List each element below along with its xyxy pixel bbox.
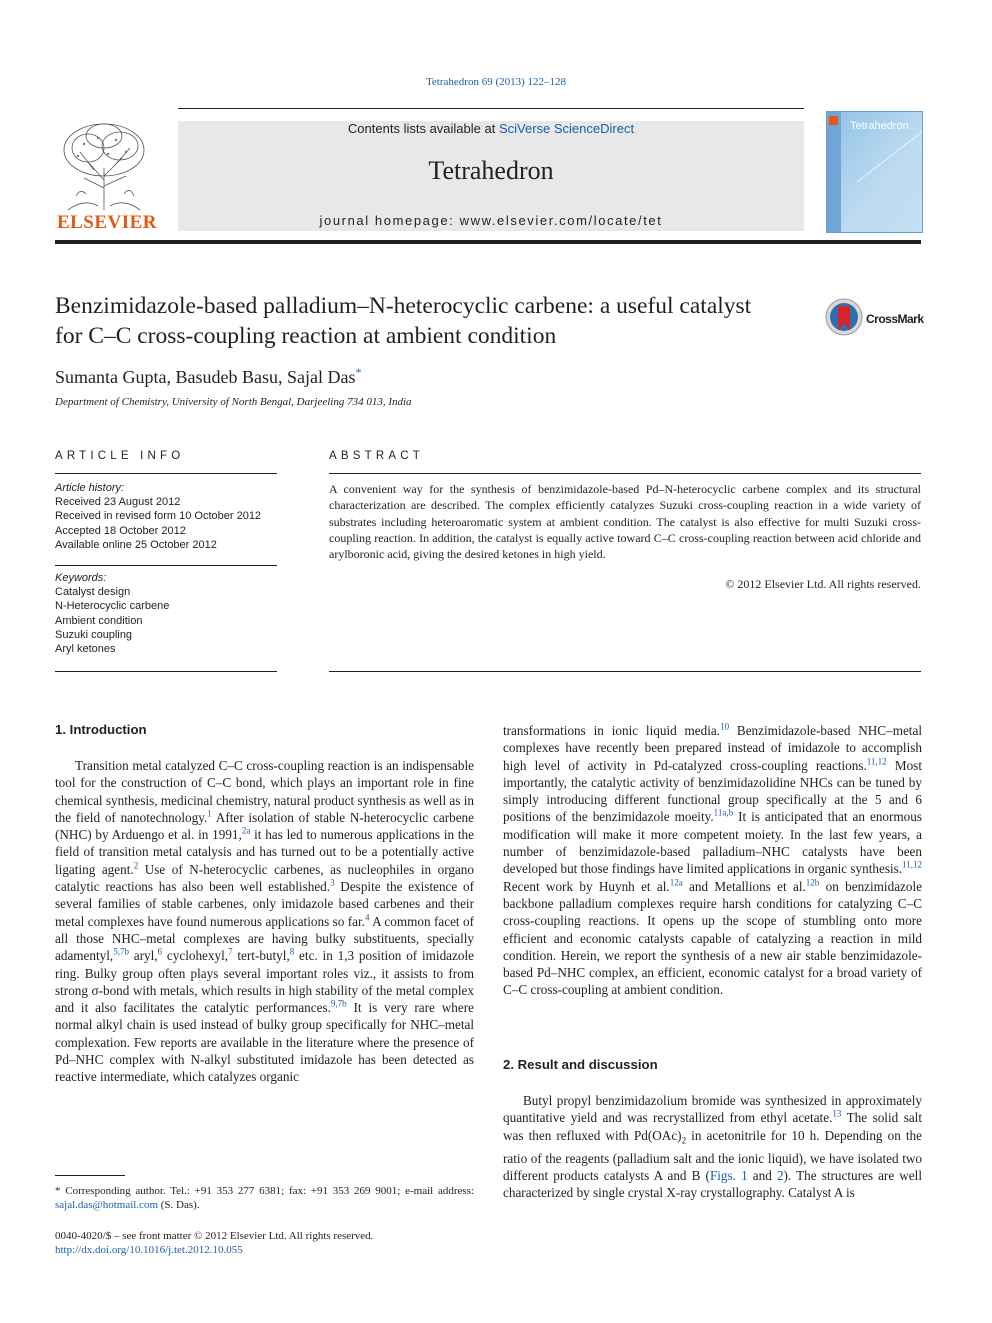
text-run: The solid salt was then refluxed with Pd(OAc) [503,1110,923,1143]
reference-link[interactable]: 9,7b [330,998,347,1009]
author-names: Sumanta Gupta, Basudeb Basu, Sajal Das [55,367,356,387]
elsevier-tree-icon [54,118,154,214]
subscript: 2 [681,1135,687,1146]
reference-link[interactable]: 2a [241,825,251,836]
cover-title: Tetrahedron [850,120,909,132]
reference-link[interactable]: 2 [133,860,139,871]
header-thick-rule [55,240,921,244]
info-rule-top [55,473,277,474]
reference-link[interactable]: 3 [330,877,335,888]
corresponding-author-mark[interactable]: * [355,365,362,379]
footnote-text: * Corresponding author. Tel.: +91 353 277 6381; fax: +91 353 269 9001; e-mail address: [55,1185,474,1197]
keyword: Catalyst design [55,586,131,599]
text-run: cyclohexyl, [162,948,229,964]
history-item: Received 23 August 2012 [55,496,181,509]
keyword: Suzuki coupling [55,628,133,641]
history-item: Accepted 18 October 2012 [55,524,186,537]
reference-link[interactable]: 11,12 [902,859,922,870]
text-run: Recent work by Huynh et al. [503,878,670,894]
reference-link[interactable]: 12a [669,877,683,888]
history-label: Article history: [55,482,125,494]
text-run: and [747,1167,777,1183]
results-paragraph-1 [503,1092,922,1201]
text-run: Benzimidazole-based NHC–metal complexes have recently been prepared instead of imidazole to accomplish high level of activity in Pd-catalyzed cross-coupling reactions. [503,723,922,773]
text-run: Most importantly, the catalytic activity of benzimidazolidine NHCs can be tuned by simply introducing different functional group specifically at the 5 and 6 positions of the benzimidazole moeity. [503,757,922,825]
article-history [55,481,277,552]
affiliation: Department of Chemistry, University of North Bengal, Darjeeling 734 013, India [55,396,412,408]
text-run: tert-butyl, [232,948,290,964]
abstract-rule-top [329,473,921,474]
article-info-heading: ARTICLE INFO [55,450,185,462]
text-run: ). The structures are well characterized by single crystal X-ray crystallography. Catalyst A is [503,1167,922,1201]
text-run: A common facet of all those NHC–metal complexes are having bulky substituents, specially adamentyl, [55,913,474,964]
reference-link[interactable]: 10 [720,721,730,732]
reference-link[interactable]: 11,12 [866,756,887,767]
footnote-rule [55,1175,125,1176]
crossmark-label[interactable]: CrossMark [866,312,924,326]
info-rule-mid [55,565,277,566]
corresponding-author-footnote [55,1184,474,1212]
bottom-metadata [55,1229,373,1258]
history-item: Received in revised form 10 October 2012 [55,510,262,523]
reference-link[interactable]: 11a,b [713,808,734,819]
intro-paragraph-2 [503,722,922,999]
section-heading-introduction: 1. Introduction [55,722,147,737]
reference-link[interactable]: 4 [364,912,370,923]
elsevier-wordmark: ELSEVIER [56,212,158,233]
reference-link[interactable]: 12b [805,877,820,888]
keywords [55,571,277,656]
abstract-heading: ABSTRACT [329,450,424,462]
keyword: Aryl ketones [55,643,116,656]
journal-homepage[interactable]: journal homepage: www.elsevier.com/locate/tet [319,213,663,228]
keyword: N-Heterocyclic carbene [55,600,170,613]
sciencedirect-link[interactable]: SciVerse ScienceDirect [498,121,635,136]
contents-line [178,121,804,136]
reference-link[interactable]: 8 [289,946,295,957]
figure-link[interactable]: 2 [776,1167,784,1183]
journal-citation[interactable]: Tetrahedron 69 (2013) 122–128 [425,76,567,88]
article-title: Benzimidazole-based palladium–N-heterocyclic carbene: a useful catalyst for C–C cross-coupling reaction at ambient condition [55,293,752,349]
text-run: After isolation of stable N-heterocyclic carbene (NHC) by Arduengo et al. in 1991, [55,809,475,843]
text-run: Use of N-heterocyclic carbenes, as nucleophiles in organo catalytic reactions has also been well established. [55,861,474,895]
keywords-label: Keywords: [55,572,107,584]
text-run: aryl, [128,948,158,964]
text-run: transformations in ionic liquid media. [503,723,721,738]
issn-line: 0040-4020/$ – see front matter © 2012 Elsevier Ltd. All rights reserved. [55,1230,374,1242]
text-run: etc. in 1,3 position of imidazole ring. Bulky group often plays several important roles viz., it assists to from strong σ-bond with metals, which results in high stability of the metal complex and it also facilitates the catalytic performances. [55,948,474,1016]
footnote-tail: (S. Das). [158,1199,200,1211]
text-run: Despite the existence of several families of stable carbenes, only imidazole based carbenes and their metal complexes have found numerous applications so far. [55,879,474,929]
text-run: Butyl propyl benzimidazolium bromide was synthesized in approximately quantitative yield and was recrystallized from ethyl acetate. [503,1093,922,1126]
abstract-text: A convenient way for the synthesis of benzimidazole-based Pd–N-heterocyclic carbene complex and its structural characterization are described. The complex efficiently catalyzes Suzuki cross-coupling reaction in a wide variety of substrates including heteroaromatic system at ambient condition. The catalyst is also effective for multi Suzuki cross-coupling reaction. In addition, the catalyst is equally active toward C–C cross-coupling reaction between acid chloride and arylboronic acid, giving the desired ketones in high yield. [329,482,921,562]
reference-link[interactable]: 13 [832,1108,842,1119]
reference-link[interactable]: 1 [207,808,212,819]
text-run: and Metallions et al. [682,878,806,894]
header-rule [178,108,804,109]
reference-link[interactable]: 6 [157,946,163,957]
history-item: Available online 25 October 2012 [55,538,217,551]
crossmark-icon[interactable] [825,298,863,336]
journal-title: Tetrahedron [428,156,554,185]
contents-prefix: Contents lists available at [347,121,499,136]
abstract-rule-bottom [329,671,921,672]
text-run: on benzimidazole backbone palladium complexes require harsh conditions for catalyzing C–C cross-coupling reactions. It opens up the scope of stumbling onto more efficient and economic catalysts capable of catalyzing a reaction in mild condition. Herein, we report the synthesis of a new air stable benzimidazole-based Pd–NHC complex, an efficient, economic catalyst for a broad variety of C–C cross-coupling at ambient condition. [503,878,923,998]
text-run: it has led to numerous applications in the field of transition metal catalysis and has turned out to be a potentially active ligating agent. [55,827,474,877]
text-run: It is very rare where normal alkyl chain is used instead of bulky group specifically for NHC–metal complexation. Few reports are available in the literature where the presence of Pd–NHC complex with N-alkyl substituted imidazole has been detected as reactive intermediate, which catalyzes organic [55,1000,474,1085]
text-run: in acetonitrile for 10 h. Depending on the ratio of the reagents (palladium salt and the ionic liquid), we have isolated two different products catalysts A and B ( [503,1127,922,1183]
reference-link[interactable]: 5,7b [113,946,129,957]
section-heading-results: 2. Result and discussion [503,1057,658,1072]
intro-paragraph-1 [55,757,474,1086]
text-run: It is anticipated that an enormous modification will make it more competent moiety. In the last few years, a number of benzimidazole-based palladium–NHC catalysts have been developed but those findings have limited applications in organic synthesis. [503,809,922,877]
info-rule-bottom [55,671,277,672]
reference-link[interactable]: 7 [228,946,233,957]
author-list [55,365,361,388]
keyword: Ambient condition [55,614,143,627]
author-email-link[interactable]: sajal.das@hotmail.com [55,1199,158,1211]
doi-link[interactable]: http://dx.doi.org/10.1016/j.tet.2012.10.055 [55,1244,243,1257]
copyright-notice: © 2012 Elsevier Ltd. All rights reserved. [725,577,921,591]
text-run: Transition metal catalyzed C–C cross-coupling reaction is an indispensable tool for the construction of C–C bond, which plays an important role in fine chemical synthesis, medicinal chemistry, natural product synthesis as well as in the field of nanotechnology. [55,758,474,825]
figure-link[interactable]: Figs. 1 [709,1167,748,1183]
